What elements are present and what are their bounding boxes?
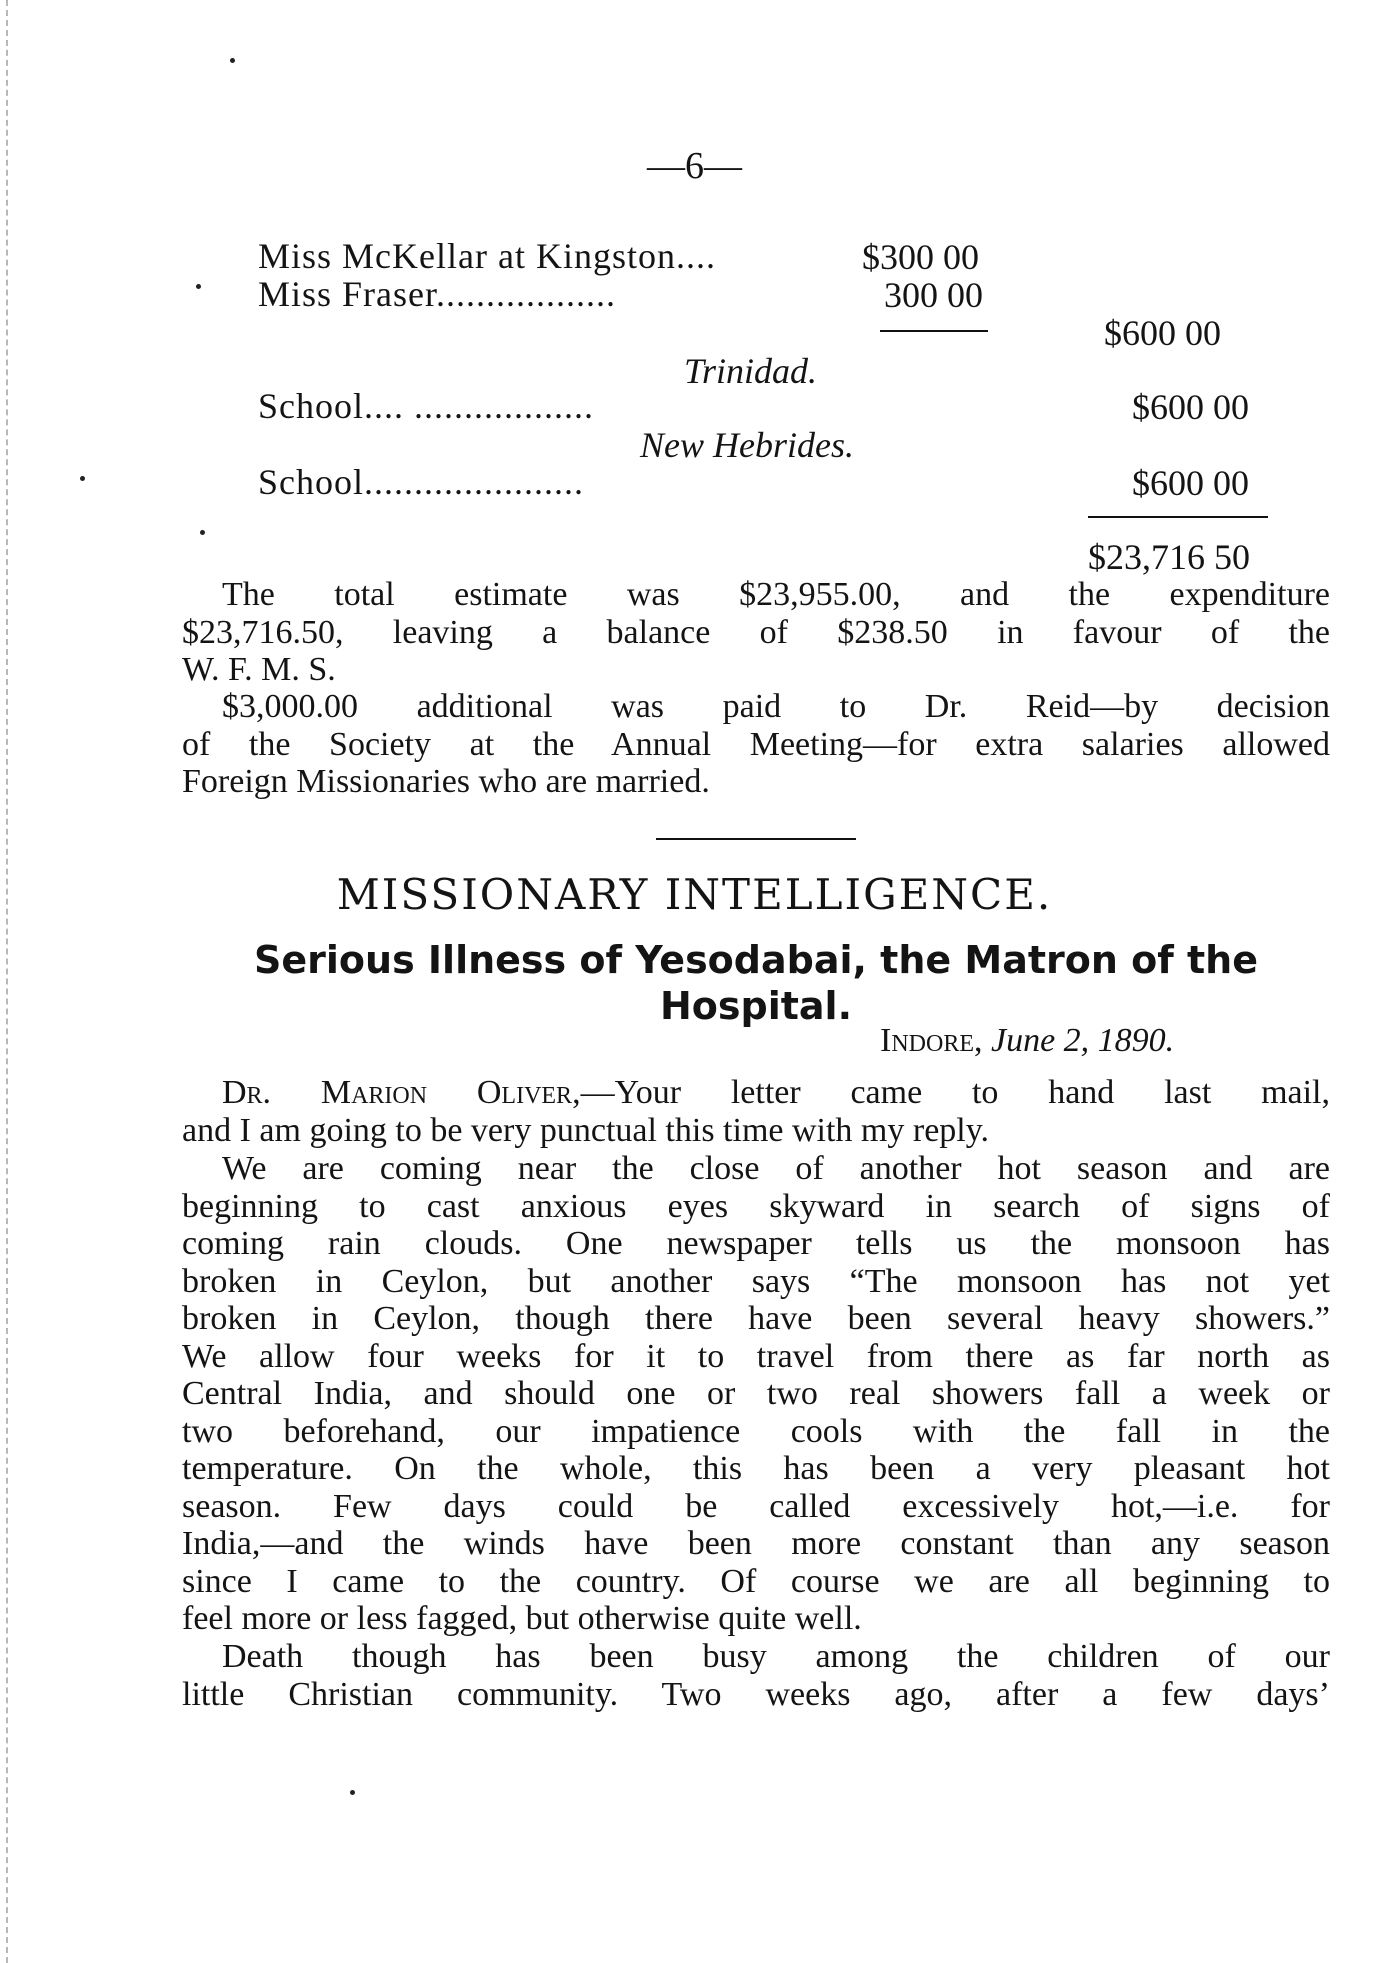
account-row-label: Miss Fraser.................. (258, 274, 617, 314)
letter-paragraph-2 (182, 1150, 1330, 1638)
print-speck (80, 476, 85, 481)
letter-line: two beforehand, our impatience cools with the fall in the (182, 1412, 1330, 1450)
letter-line: little Christian community. Two weeks ago, after a few days’ (182, 1675, 1330, 1713)
letter-line: beginning to cast anxious eyes skyward in search of signs of (182, 1187, 1330, 1225)
grand-total-amount: $23,716 50 (1088, 537, 1250, 577)
letter-line: feel more or less fagged, but otherwise quite well. (182, 1600, 862, 1637)
letter-line: since I came to the country. Of course we are all beginning to (182, 1562, 1330, 1600)
dateline-date: June 2, 1890. (991, 1022, 1175, 1059)
letter-line: coming rain clouds. One newspaper tells us the monsoon has (182, 1225, 1330, 1262)
letter-line: temperature. On the whole, this has been a very pleasant hot (182, 1450, 1330, 1487)
article-title-line1: Serious Illness of Yesodabai, the Matron of the (254, 938, 1258, 982)
trinidad-school-label: School.... .................. (258, 386, 595, 426)
account-row-amount: $300 00 (862, 237, 979, 277)
letter-line: season. Few days could be called excessively hot,—i.e. for (182, 1487, 1330, 1525)
section-divider (656, 838, 856, 840)
subtotal-rule (880, 330, 988, 332)
summary-line: The total estimate was $23,955.00, and the expenditure (222, 576, 1330, 613)
article-title-line2: Hospital. (659, 984, 853, 1028)
dateline (880, 1022, 1174, 1060)
letter-line (182, 1074, 1330, 1112)
subtotal-amount: $600 00 (1104, 313, 1221, 353)
additional-line: of the Society at the Annual Meeting—for extra salaries allowed (182, 725, 1330, 763)
account-row-label: Miss McKellar at Kingston.... (258, 236, 716, 276)
page-number: —6— (647, 145, 742, 187)
print-speck (196, 284, 201, 289)
letter-line: broken in Ceylon, but another says “The monsoon has not yet (182, 1262, 1330, 1300)
print-speck (200, 530, 205, 535)
letter-line: Central India, and should one or two real showers fall a week or (182, 1375, 1330, 1412)
summary-line: $23,716.50, leaving a balance of $238.50 in favour of the (182, 613, 1330, 651)
trinidad-heading: Trinidad. (684, 351, 818, 391)
salutation: Dr. Marion Oliver, (222, 1074, 581, 1111)
letter-paragraph-1 (182, 1074, 1330, 1149)
additional-line: $3,000.00 additional was paid to Dr. Reid—by decision (222, 688, 1330, 725)
grand-total-rule (1088, 516, 1268, 518)
summary-line: W. F. M. S. (182, 651, 336, 688)
letter-line: broken in Ceylon, though there have been several heavy showers.” (182, 1300, 1330, 1337)
letter-line: India,—and the winds have been more constant than any season (182, 1525, 1330, 1562)
letter-line: Death though has been busy among the children of our (222, 1638, 1330, 1675)
trinidad-school-amount: $600 00 (1132, 387, 1249, 427)
new-hebrides-school-label: School...................... (258, 462, 585, 502)
letter-line-text: —Your letter came to hand last mail, (580, 1074, 1331, 1111)
additional-line: Foreign Missionaries who are married. (182, 763, 710, 800)
letter-line: We allow four weeks for it to travel from there as far north as (182, 1337, 1330, 1375)
page-edge (6, 0, 12, 1963)
new-hebrides-heading: New Hebrides. (640, 425, 854, 465)
letter-line: and I am going to be very punctual this time with my reply. (182, 1111, 990, 1149)
print-speck (230, 58, 235, 63)
dateline-place: Indore, (880, 1022, 983, 1059)
print-speck (350, 1790, 355, 1795)
account-row-amount: 300 00 (884, 275, 983, 315)
letter-paragraph-3 (182, 1638, 1330, 1713)
new-hebrides-school-amount: $600 00 (1132, 463, 1249, 503)
section-title: MISSIONARY INTELLIGENCE. (336, 870, 1053, 919)
summary-paragraph (182, 576, 1330, 689)
letter-line: We are coming near the close of another hot season and are (222, 1150, 1330, 1187)
additional-paragraph (182, 688, 1330, 801)
